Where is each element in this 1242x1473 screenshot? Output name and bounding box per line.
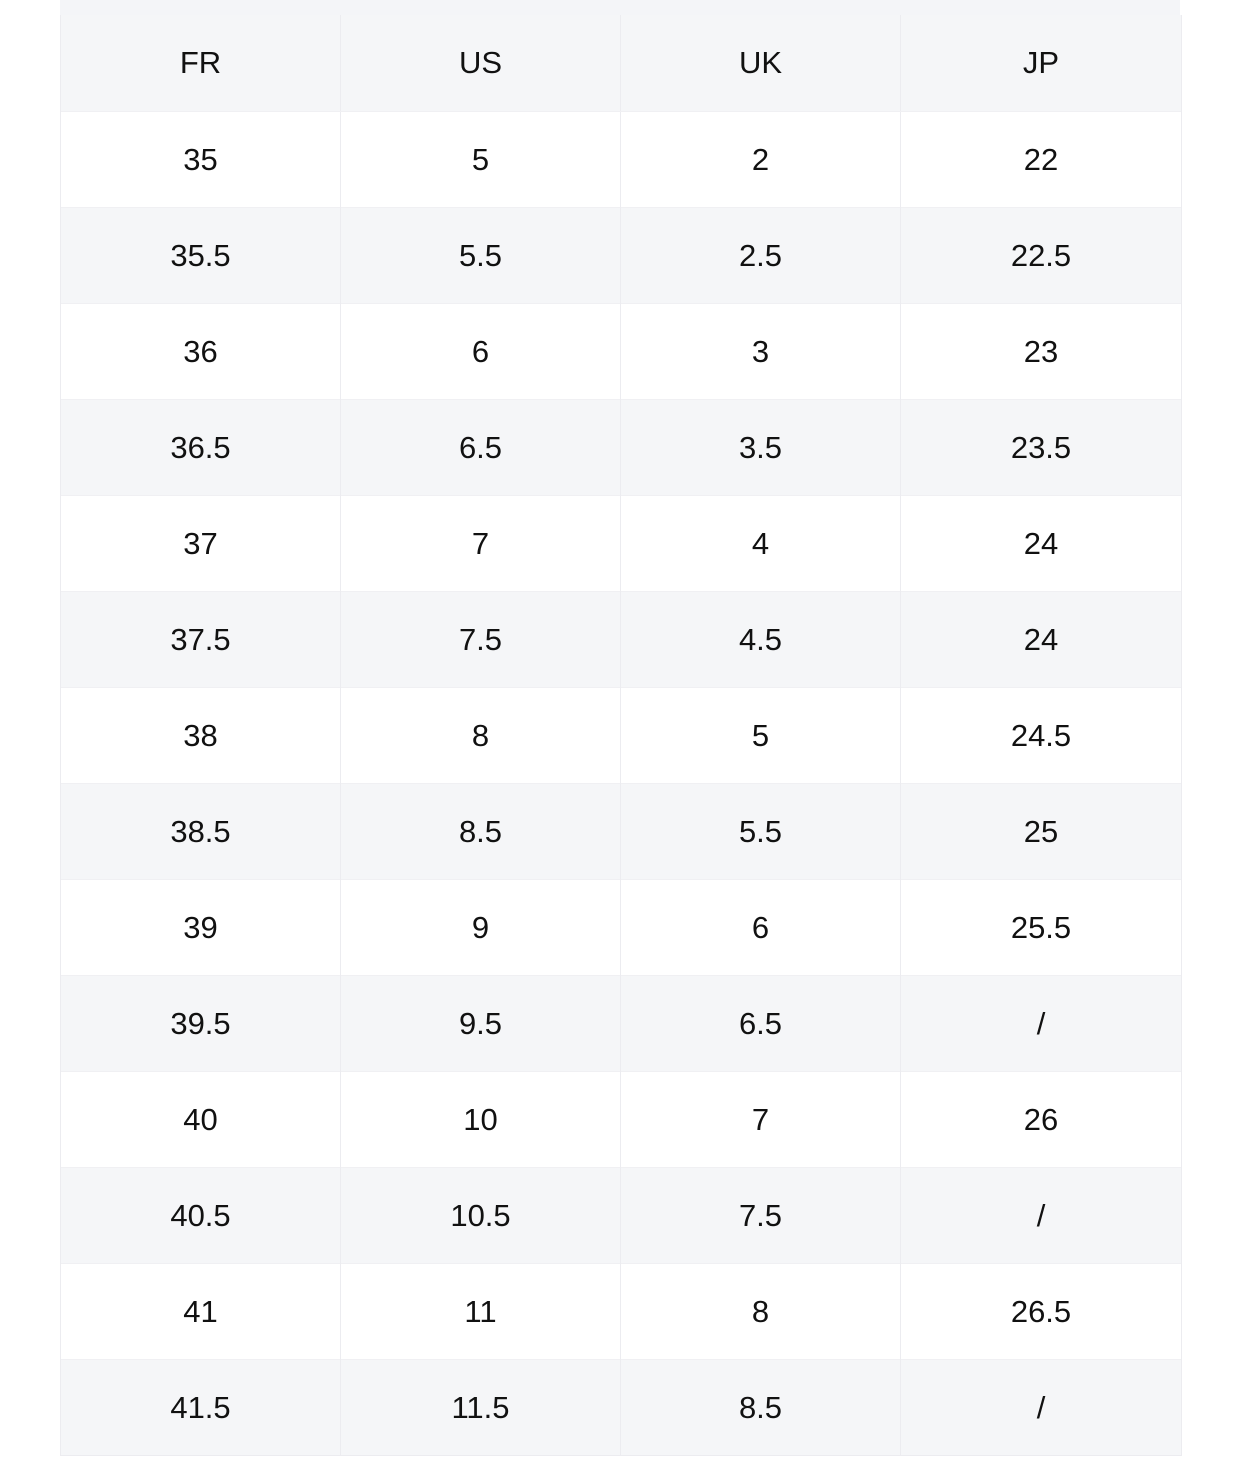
cell-us: 10.5 <box>341 1168 621 1264</box>
cell-jp: / <box>1036 1390 1046 1425</box>
cell-fr: 41 <box>61 1264 341 1360</box>
table-row <box>61 975 1181 1071</box>
header-jp: JP <box>1022 45 1060 80</box>
cell-us: 8 <box>341 688 621 784</box>
cell-us: 7 <box>341 496 621 592</box>
cell-us: 6.5 <box>341 400 621 496</box>
cell-uk: 4.5 <box>621 592 901 688</box>
cell-uk: 6 <box>621 880 901 976</box>
table-row <box>61 399 1181 495</box>
table-top-strip <box>60 0 1180 16</box>
table-row <box>61 591 1181 687</box>
cell-fr: 37 <box>61 496 341 592</box>
cell-us: 11.5 <box>341 1360 621 1456</box>
cell-jp: 23.5 <box>1010 430 1072 465</box>
table-row <box>61 1167 1181 1263</box>
cell-uk: 8 <box>621 1264 901 1360</box>
table-row <box>61 111 1181 207</box>
header-fr: FR <box>61 15 341 111</box>
cell-us: 11 <box>341 1264 621 1360</box>
table-row <box>61 207 1181 303</box>
cell-uk: 8.5 <box>621 1360 901 1456</box>
cell-jp: 26 <box>1023 1102 1059 1137</box>
cell-fr: 41.5 <box>61 1360 341 1456</box>
cell-uk: 3 <box>621 304 901 400</box>
cell-fr: 40.5 <box>61 1168 341 1264</box>
cell-jp: 22 <box>1023 142 1059 177</box>
cell-jp: 25.5 <box>1010 910 1072 945</box>
table-row <box>61 879 1181 975</box>
cell-fr: 38.5 <box>61 784 341 880</box>
cell-jp: 26.5 <box>1010 1294 1072 1329</box>
cell-fr: 36 <box>61 304 341 400</box>
cell-uk: 5 <box>621 688 901 784</box>
cell-jp: 25 <box>1023 814 1059 849</box>
table-row <box>61 1071 1181 1167</box>
cell-uk: 2.5 <box>621 208 901 304</box>
cell-jp: / <box>1036 1006 1046 1041</box>
cell-uk: 6.5 <box>621 976 901 1072</box>
cell-jp: 23 <box>1023 334 1059 369</box>
cell-us: 6 <box>341 304 621 400</box>
cell-us: 9.5 <box>341 976 621 1072</box>
cell-us: 7.5 <box>341 592 621 688</box>
cell-uk: 2 <box>621 112 901 208</box>
header-uk: UK <box>621 15 901 111</box>
cell-uk: 3.5 <box>621 400 901 496</box>
table-row <box>61 303 1181 399</box>
cell-fr: 38 <box>61 688 341 784</box>
cell-us: 10 <box>341 1072 621 1168</box>
cell-uk: 5.5 <box>621 784 901 880</box>
size-conversion-table <box>60 15 1182 1456</box>
header-us: US <box>341 15 621 111</box>
cell-us: 9 <box>341 880 621 976</box>
cell-fr: 40 <box>61 1072 341 1168</box>
table-header-row <box>61 15 1181 111</box>
cell-us: 5 <box>341 112 621 208</box>
cell-fr: 35 <box>61 112 341 208</box>
cell-fr: 39.5 <box>61 976 341 1072</box>
cell-us: 8.5 <box>341 784 621 880</box>
cell-jp: 22.5 <box>1010 238 1072 273</box>
table-row <box>61 687 1181 783</box>
table-row <box>61 1263 1181 1359</box>
table-row <box>61 495 1181 591</box>
cell-fr: 39 <box>61 880 341 976</box>
cell-us: 5.5 <box>341 208 621 304</box>
cell-uk: 7.5 <box>621 1168 901 1264</box>
cell-uk: 7 <box>621 1072 901 1168</box>
cell-jp: 24 <box>1023 526 1059 561</box>
cell-uk: 4 <box>621 496 901 592</box>
cell-fr: 37.5 <box>61 592 341 688</box>
table-row <box>61 1359 1181 1455</box>
cell-jp: 24.5 <box>1010 718 1072 753</box>
cell-jp: / <box>1036 1198 1046 1233</box>
cell-jp: 24 <box>1023 622 1059 657</box>
table-row <box>61 783 1181 879</box>
cell-fr: 35.5 <box>61 208 341 304</box>
cell-fr: 36.5 <box>61 400 341 496</box>
